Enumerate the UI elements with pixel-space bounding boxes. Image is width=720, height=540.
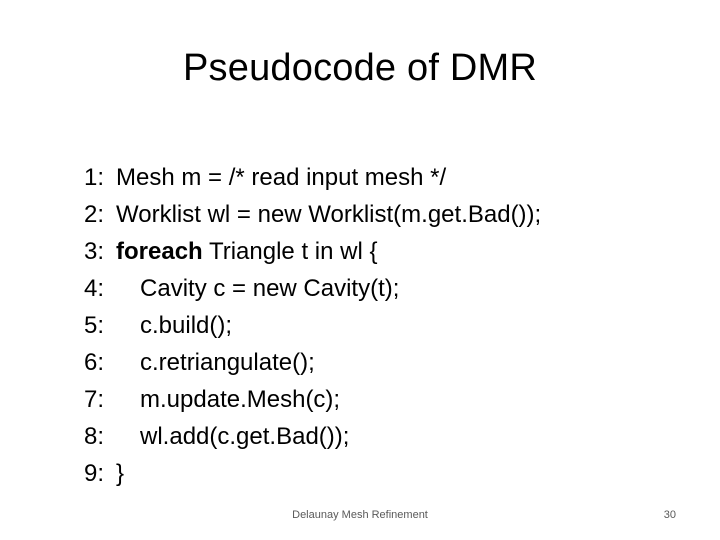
code-line-1	[44, 122, 684, 191]
line-number: 8:	[84, 423, 105, 450]
code-text: m.update.Mesh(c);	[140, 386, 341, 413]
line-number: 6:	[84, 349, 105, 376]
code-text: c.build();	[140, 312, 233, 339]
line-number: 2:	[84, 201, 105, 228]
line-number: 9:	[84, 460, 105, 487]
code-text: Mesh m = /* read input mesh */	[116, 164, 447, 191]
code-text: Triangle t in wl {	[202, 238, 378, 265]
pseudocode-block	[44, 122, 684, 487]
line-number: 5:	[84, 312, 105, 339]
footer-title: Delaunay Mesh Refinement	[292, 509, 428, 521]
code-text: Cavity c = new Cavity(t);	[140, 275, 400, 302]
foreach-keyword: foreach	[116, 238, 203, 265]
line-number: 1:	[84, 164, 105, 191]
line-number: 3:	[84, 238, 105, 265]
slide-title: Pseudocode of DMR	[182, 47, 538, 89]
line-number: 4:	[84, 275, 105, 302]
code-text: Worklist wl = new Worklist(m.get.Bad());	[116, 201, 542, 228]
code-text: }	[116, 460, 125, 487]
code-text: c.retriangulate();	[140, 349, 315, 376]
code-text: wl.add(c.get.Bad());	[140, 423, 350, 450]
line-number: 7:	[84, 386, 105, 413]
page-number: 30	[663, 509, 676, 521]
